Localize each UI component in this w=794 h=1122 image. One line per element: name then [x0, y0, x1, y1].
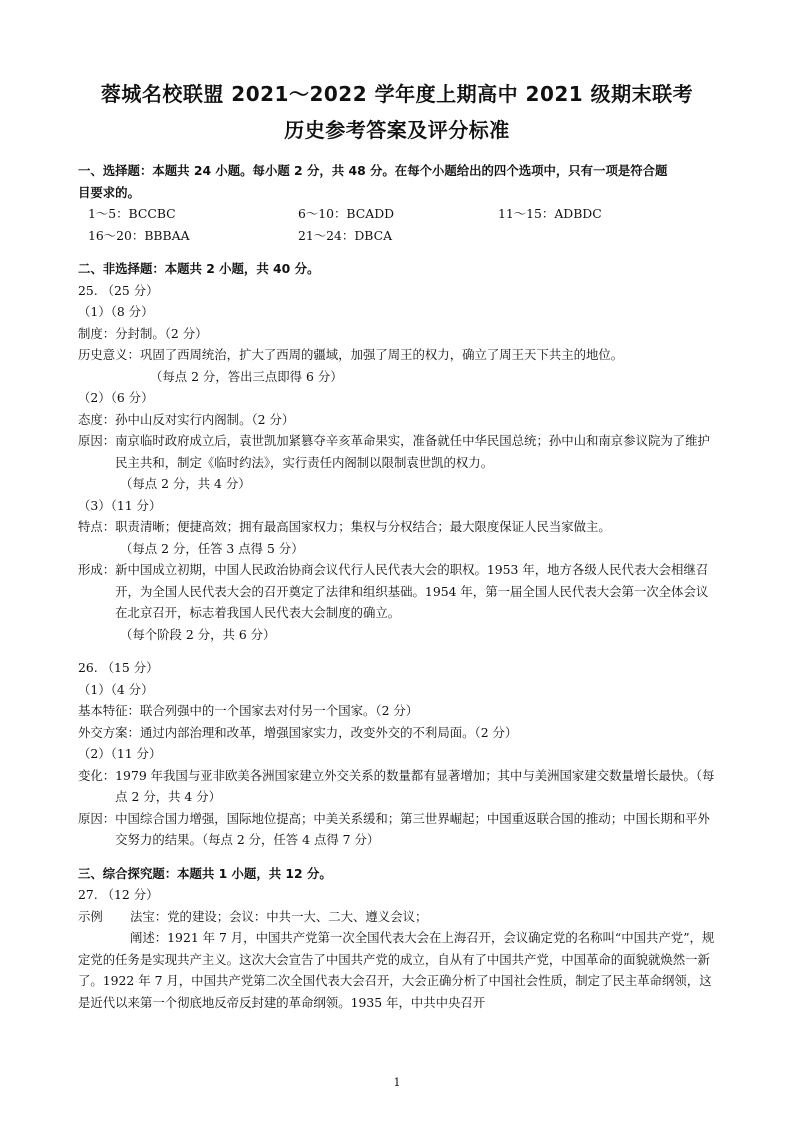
answer-text: 新中国成立初期，中国人民政治协商会议代行人民代表大会的职权。1953 年，地方各级人民代表大会相继召开，为全国人民代表大会的召开奠定了法律和组织基础。1954 年，第一届全国人民代表大会第一次全体会议在北京召开，标志着我国人民代表大会制度的确立。 — [115, 562, 709, 620]
scoring-note: （每点 2 分，任答 3 点得 5 分） — [120, 540, 304, 556]
question-27-number: 27. （12 分） — [78, 887, 159, 902]
answer-text: 孙中山反对实行内阁制。（2 分） — [115, 411, 295, 427]
answer-text: 中国综合国力增强，国际地位提高；中美关系缓和；第三世界崛起；中国重返联合国的推动；中国长期和平外交努力的结果。（每点 2 分，任答 4 点得 7 分） — [115, 810, 710, 847]
answer-group: 1～5：BCCBC — [88, 206, 176, 221]
q26-part1: （1）（4 分） — [78, 681, 154, 697]
answer-label: 基本特征： — [78, 703, 140, 718]
answer-text: 南京临时政府成立后，袁世凯加紧篡夺辛亥革命果实，准备就任中华民国总统；孙中山和南京参议院为了维护民主共和，制定《临时约法》，实行责任内阁制以限制袁世凯的权力。 — [115, 433, 710, 470]
q26-part1-answer-b — [78, 722, 718, 744]
scoring-note: （每点 2 分，共 4 分） — [120, 476, 251, 491]
answer-label: 历史意义： — [78, 347, 140, 362]
q27-essay: 阐述：1921 年 7 月，中国共产党第一次全国代表大会在上海召开，会议确定党的名称叫“中国共产党”，规定党的任务是实现共产主义。这次大会宣告了中国共产党的成立，自从有了中国共产党，中国革命的面貌就焕然一新了。1922 年 7 月，中国共产党第二次全国代表大会召开，大会正确分析了中国社会性质，制定了民主革命纲领，这是近代以来第一个彻底地反帝反封建的革命纲领。1935 年，中共中央召开 — [78, 930, 715, 1010]
q25-part1-answer-a — [78, 323, 718, 345]
section3-heading: 三、综合探究题：本题共 1 小题，共 12 分。 — [78, 865, 332, 881]
section1-heading-cont: 目要求的。 — [78, 184, 140, 200]
answer-group: 21～24：DBCA — [298, 227, 393, 243]
answer-label: 特点： — [78, 519, 116, 534]
q25-part2-answer-a — [78, 409, 718, 431]
answer-label: 形成： — [78, 562, 116, 577]
answer-label: 原因： — [78, 433, 116, 448]
q25-part2: （2）（6 分） — [78, 390, 154, 405]
example-label: 示例 — [78, 908, 103, 924]
q25-part3: （3）（11 分） — [78, 497, 162, 513]
document-title: 蓉城名校联盟 2021～2022 学年度上期高中 2021 级期末联考 — [100, 82, 694, 106]
scoring-note: （每点 2 分，答出三点即得 6 分） — [150, 368, 343, 384]
answer-text: 联合列强中的一个国家去对付另一个国家。（2 分） — [139, 703, 419, 718]
q25-part2-answer-b — [78, 430, 718, 473]
answer-row-2 — [78, 225, 718, 247]
q25-part3-answer-a — [78, 516, 718, 538]
scoring-note: （每个阶段 2 分，共 6 分） — [120, 626, 276, 642]
document-subtitle: 历史参考答案及评分标准 — [284, 118, 510, 142]
q27-example — [78, 906, 718, 928]
answer-text: 巩固了西周统治，扩大了西周的疆域，加强了周王的权力，确立了周王天下共主的地位。 — [139, 347, 624, 362]
question-26-number: 26. （15 分） — [78, 660, 159, 675]
answer-text: 分封制。（2 分） — [115, 325, 208, 341]
answer-row-1 — [78, 203, 718, 225]
section1-heading: 一、选择题：本题共 24 小题。每小题 2 分，共 48 分。在每个小题给出的四个选项中，只有一项是符合题 — [78, 163, 668, 178]
answer-text: 1979 年我国与亚非欧美各洲国家建立外交关系的数量都有显著增加；其中与美洲国家建交数量增长最快。（每点 2 分，共 4 分） — [115, 767, 715, 804]
answer-group: 6～10：BCADD — [298, 206, 395, 221]
q26-part2-answer-b — [78, 808, 718, 851]
answer-group: 16～20：BBBAA — [88, 227, 190, 243]
answer-label: 态度： — [78, 411, 116, 427]
answer-label: 变化： — [78, 767, 116, 783]
section2-heading: 二、非选择题：本题共 2 小题，共 40 分。 — [78, 261, 320, 276]
q26-part1-answer-a — [78, 700, 718, 722]
q26-part2-answer-a — [78, 765, 718, 808]
example-magic-weapon: 法宝：党的建设；会议：中共一大、二大、遵义会议； — [130, 908, 428, 924]
answer-text: 职责清晰；便捷高效；拥有最高国家权力；集权与分权结合；最大限度保证人民当家做主。 — [115, 519, 611, 534]
q26-part2: （2）（11 分） — [78, 746, 162, 761]
document-body — [78, 160, 718, 1013]
question-25-number: 25. （25 分） — [78, 282, 159, 298]
answer-group: 11～15：ADBDC — [498, 206, 602, 221]
page-number: 1 — [393, 1076, 401, 1089]
answer-text: 通过内部治理和改革，增强国家实力，改变外交的不利局面。（2 分） — [139, 724, 518, 740]
answer-label: 制度： — [78, 325, 116, 341]
answer-label: 原因： — [78, 810, 116, 826]
q25-part1-answer-b — [78, 344, 718, 366]
q25-part3-answer-b — [78, 559, 718, 624]
q25-part1: （1）（8 分） — [78, 304, 154, 319]
answer-label: 外交方案： — [78, 724, 140, 740]
